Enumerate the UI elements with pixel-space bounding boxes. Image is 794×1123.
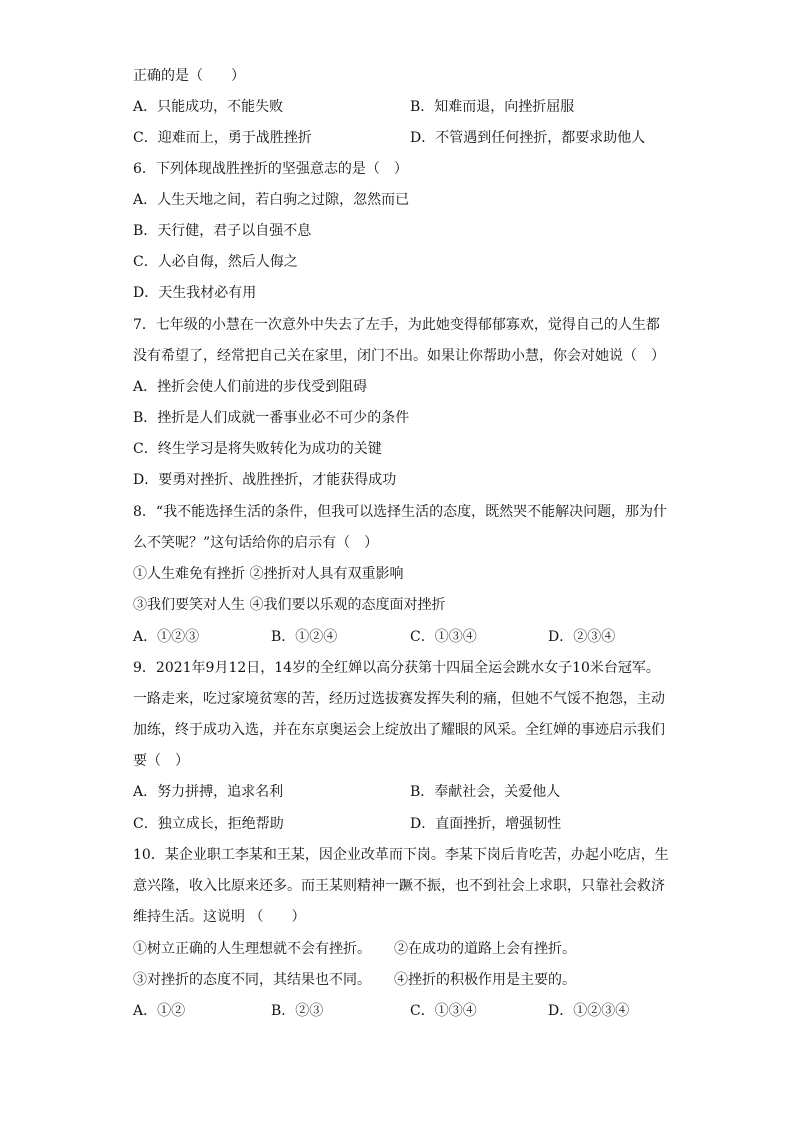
statement-4: ④挫折的积极作用是主要的。 — [394, 972, 576, 988]
option-c: C．迎难而上，勇于战胜挫折 — [133, 130, 312, 146]
option-b: B．天行健，君子以自强不息 — [133, 223, 312, 239]
question-8: 8．“我不能选择生活的条件，但我可以选择生活的态度，既然哭不能解决问题，那为什 — [133, 504, 668, 520]
question-9-cont: 加练，终于成功入选，并在东京奥运会上绽放出了耀眼的风采。全红婵的事迹启示我们 — [133, 722, 665, 738]
option-b: B．知难而退，向挫折屈服 — [410, 99, 575, 115]
statements-line: ①人生难免有挫折 ②挫折对人具有双重影响 — [133, 566, 404, 582]
question-7: 7．七年级的小慧在一次意外中失去了左手，为此她变得郁郁寡欢，觉得自己的人生都 — [133, 317, 660, 333]
statement-1: ①树立正确的人生理想就不会有挫折。 — [133, 941, 371, 957]
question-10: 10．某企业职工李某和王某，因企业改革而下岗。李某下岗后肯吃苦，办起小吃店，生 — [133, 847, 669, 863]
question-10-cont: 意兴隆，收入比原来还多。而王某则精神一蹶不振，也不到社会上求职，只靠社会救济 — [133, 878, 665, 894]
statements-line: ③我们要笑对人生 ④我们要以乐观的态度面对挫折 — [133, 597, 446, 613]
question-6: 6．下列体现战胜挫折的坚强意志的是（ ） — [133, 161, 408, 177]
option-a: A．努力拼搏，追求名利 — [133, 784, 284, 800]
option-b: B．②③ — [271, 1003, 324, 1019]
option-c: C．独立成长，拒绝帮助 — [133, 816, 284, 832]
question-9-cont: 要（ ） — [133, 753, 189, 769]
question-9-cont: 一路走来，吃过家境贫寒的苦，经历过选拔赛发挥失利的痛，但她不气馁不抱怨，主动 — [133, 691, 665, 707]
text-line: 正确的是（ ） — [133, 68, 245, 84]
option-b: B．①②④ — [271, 629, 338, 645]
option-a: A．①②③ — [133, 629, 200, 645]
option-d: D．要勇对挫折、战胜挫折，才能获得成功 — [133, 472, 397, 488]
option-a: A．①② — [133, 1003, 186, 1019]
option-a: A．只能成功，不能失败 — [133, 99, 284, 115]
question-8-cont: 么不笑呢？”这句话给你的启示有（ ） — [133, 535, 379, 551]
option-d: D．②③④ — [548, 629, 616, 645]
option-a: A．挫折会使人们前进的步伐受到阻碍 — [133, 379, 368, 395]
option-b: B．奉献社会，关爱他人 — [410, 784, 561, 800]
question-9: 9．2021年9月12日，14岁的全红婵以高分获第十四届全运会跳水女子10米台冠军。 — [133, 660, 660, 676]
option-c: C．①③④ — [410, 1003, 477, 1019]
statement-3: ③对挫折的态度不同，其结果也不同。 — [133, 972, 371, 988]
option-c: C．人必自侮，然后人侮之 — [133, 254, 298, 270]
option-d: D．天生我材必有用 — [133, 285, 257, 301]
question-10-cont: 维持生活。这说明 （ ） — [133, 909, 306, 925]
option-c: C．①③④ — [410, 629, 477, 645]
statement-2: ②在成功的道路上会有挫折。 — [394, 941, 576, 957]
question-7-cont: 没有希望了，经常把自己关在家里，闭门不出。如果让你帮助小慧，你会对她说（ ） — [133, 348, 665, 364]
option-d: D．不管遇到任何挫折，都要求助他人 — [410, 130, 646, 146]
option-a: A．人生天地之间，若白驹之过隙，忽然而已 — [133, 192, 410, 208]
option-c: C．终生学习是将失败转化为成功的关键 — [133, 441, 382, 457]
option-d: D．①②③④ — [548, 1003, 630, 1019]
option-d: D．直面挫折，增强韧性 — [410, 816, 562, 832]
option-b: B．挫折是人们成就一番事业必不可少的条件 — [133, 410, 410, 426]
